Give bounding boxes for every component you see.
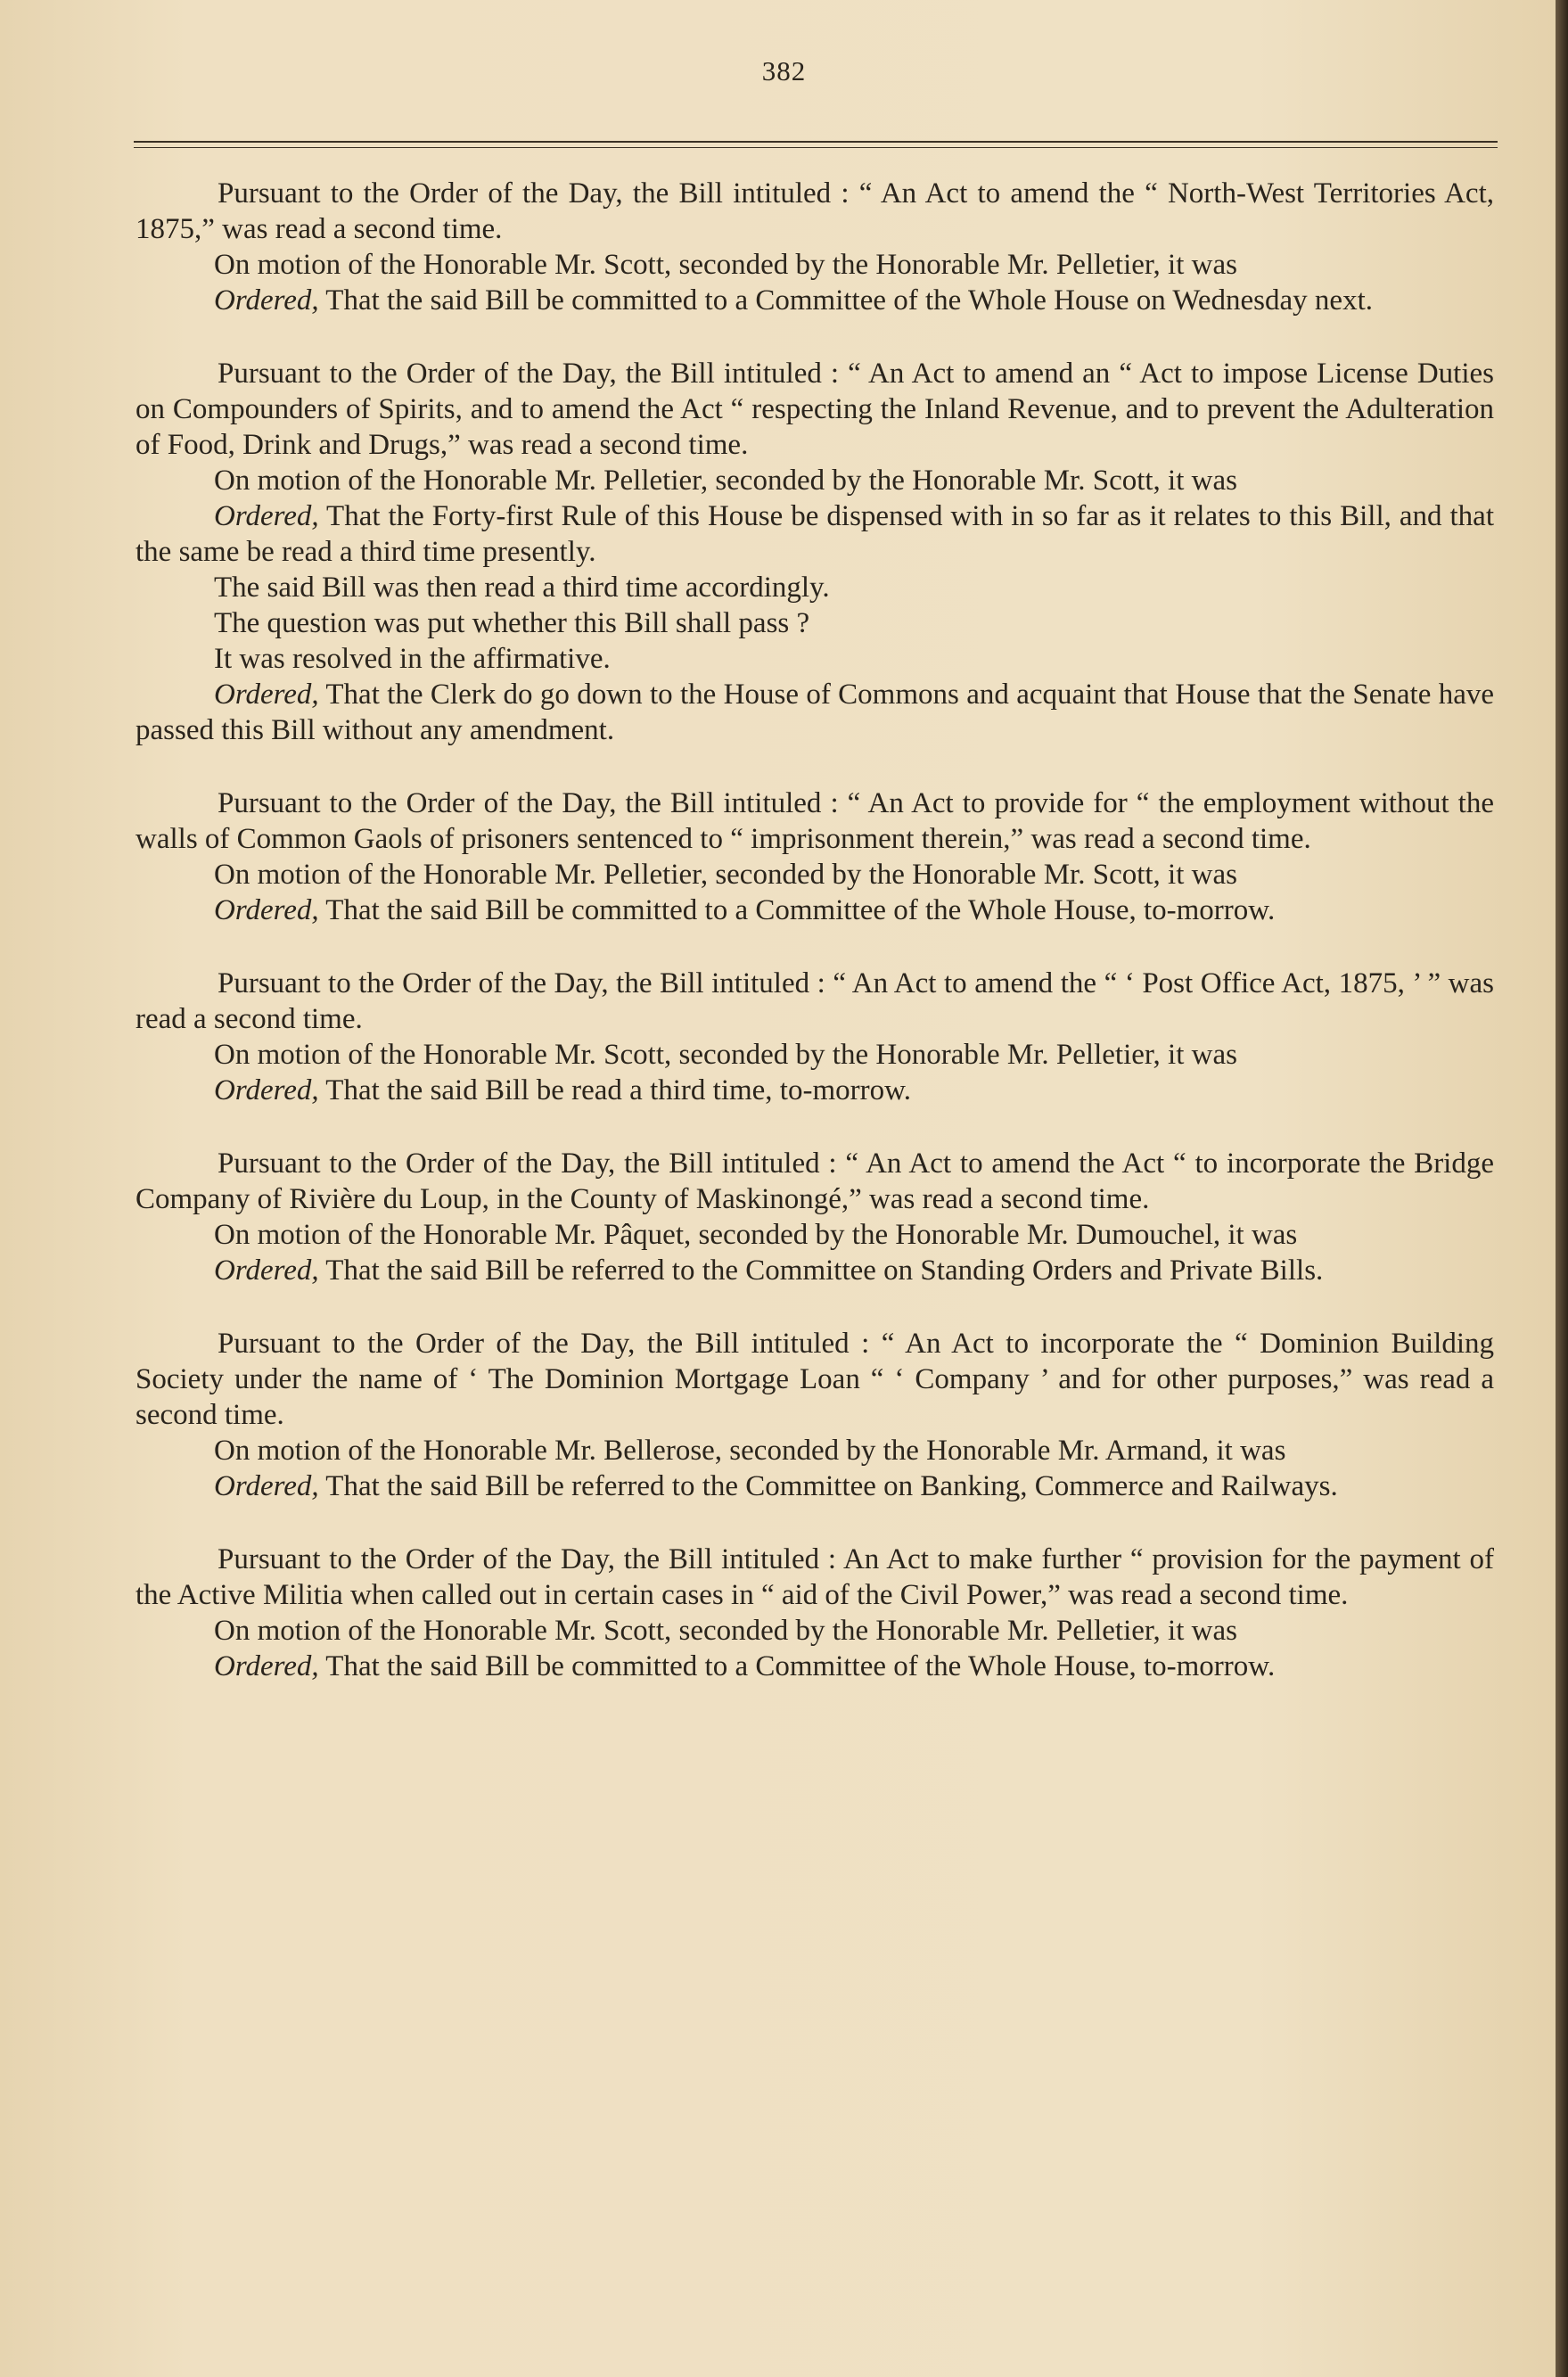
order-text: That the said Bill be read a third time, to-morrow. xyxy=(325,1074,912,1106)
order-label: Ordered, xyxy=(214,679,319,711)
entry-intro: Pursuant to the Order of the Day, the Bill intituled : “ An Act to amend the “ ‘ Post Office Act, 1875, ’ ” was read a second time. xyxy=(135,967,1494,1035)
entry-motion: On motion of the Honorable Mr. Pelletier, seconded by the Honorable Mr. Scott, it was xyxy=(214,859,1237,891)
entry-order xyxy=(135,283,1494,318)
entry-motion: On motion of the Honorable Mr. Scott, seconded by the Honorable Mr. Pelletier, it was xyxy=(214,249,1237,281)
entry-order xyxy=(135,892,1494,928)
order-label: Ordered, xyxy=(214,1650,319,1682)
order-text: That the said Bill be referred to the Committee on Banking, Commerce and Railways. xyxy=(325,1470,1338,1502)
entry-question: The question was put whether this Bill shall pass ? xyxy=(214,607,810,639)
order-text: That the Forty-first Rule of this House be dispensed with in so far as it relates to this Bill, and that the same be read a third time presently. xyxy=(135,500,1494,568)
entry-building-society-bill xyxy=(135,1326,1494,1504)
order-label: Ordered, xyxy=(214,284,319,317)
entry-intro: Pursuant to the Order of the Day, the Bill intituled : “ An Act to amend the “ North-West Territories Act, 1875,” was read a second time. xyxy=(135,177,1494,245)
entry-intro: Pursuant to the Order of the Day, the Bill intituled : “ An Act to amend an “ Act to impose License Duties on Compounders of Spirits, and to amend the Act “ respecting the Inland Revenue, and to prevent the Adulteration of Food, Drink and Drugs,” was read a second time. xyxy=(135,358,1494,461)
order-text: That the said Bill be referred to the Committee on Standing Orders and Private Bills. xyxy=(325,1254,1324,1287)
order-label: Ordered, xyxy=(214,1074,319,1106)
entry-motion: On motion of the Honorable Mr. Pelletier, seconded by the Honorable Mr. Scott, it was xyxy=(214,465,1237,497)
order-label: Ordered, xyxy=(214,500,319,532)
entry-order xyxy=(135,498,1494,570)
binding-edge xyxy=(1556,0,1568,2377)
journal-body xyxy=(135,176,1494,1722)
entry-order xyxy=(135,1649,1494,1684)
order-label: Ordered, xyxy=(214,1254,319,1287)
entry-order xyxy=(135,1073,1494,1108)
order-label: Ordered, xyxy=(214,1470,319,1502)
entry-motion: On motion of the Honorable Mr. Scott, seconded by the Honorable Mr. Pelletier, it was xyxy=(214,1039,1237,1071)
order-text: That the said Bill be committed to a Committee of the Whole House on Wednesday next. xyxy=(325,284,1373,317)
entry-bridge-company-bill xyxy=(135,1146,1494,1288)
entry-order xyxy=(135,1253,1494,1288)
entry-resolution: It was resolved in the affirmative. xyxy=(214,643,611,675)
header-rule xyxy=(134,141,1498,143)
entry-intro: Pursuant to the Order of the Day, the Bill intituled : “ An Act to provide for “ the employment without the walls of Common Gaols of prisoners sentenced to “ imprisonment therein,” was read a second time. xyxy=(135,787,1494,855)
entry-active-militia-bill xyxy=(135,1542,1494,1684)
entry-common-gaols-bill xyxy=(135,785,1494,928)
order-label: Ordered, xyxy=(214,894,319,926)
entry-north-west-territories-bill xyxy=(135,176,1494,318)
entry-motion: On motion of the Honorable Mr. Scott, seconded by the Honorable Mr. Pelletier, it was xyxy=(214,1615,1237,1647)
entry-third-reading: The said Bill was then read a third time accordingly. xyxy=(214,572,830,604)
entry-intro: Pursuant to the Order of the Day, the Bill intituled : An Act to make further “ provision for the payment of the Active Militia when called out in certain cases in “ aid of the Civil Power,” was read a second time. xyxy=(135,1543,1494,1611)
entry-post-office-bill xyxy=(135,966,1494,1108)
entry-motion: On motion of the Honorable Mr. Bellerose, seconded by the Honorable Mr. Armand, it was xyxy=(214,1435,1286,1467)
entry-order-second xyxy=(135,677,1494,748)
order-text: That the Clerk do go down to the House of Commons and acquaint that House that the Senate have passed this Bill without any amendment. xyxy=(135,679,1494,746)
header-rule-secondary xyxy=(134,147,1498,148)
entry-order xyxy=(135,1468,1494,1504)
entry-intro: Pursuant to the Order of the Day, the Bill intituled : “ An Act to incorporate the “ Dominion Building Society under the name of ‘ The Dominion Mortgage Loan “ ‘ Company ’ and for other purposes,” was read a second time. xyxy=(135,1328,1494,1431)
order-text: That the said Bill be committed to a Committee of the Whole House, to-morrow. xyxy=(325,894,1276,926)
entry-license-duties-bill xyxy=(135,356,1494,748)
order-text: That the said Bill be committed to a Committee of the Whole House, to-morrow. xyxy=(325,1650,1276,1682)
entry-motion: On motion of the Honorable Mr. Pâquet, seconded by the Honorable Mr. Dumouchel, it was xyxy=(214,1219,1298,1251)
entry-intro: Pursuant to the Order of the Day, the Bill intituled : “ An Act to amend the Act “ to incorporate the Bridge Company of Rivière du Loup, in the County of Maskinongé,” was read a second time. xyxy=(135,1147,1494,1215)
page-number: 382 xyxy=(761,55,807,86)
